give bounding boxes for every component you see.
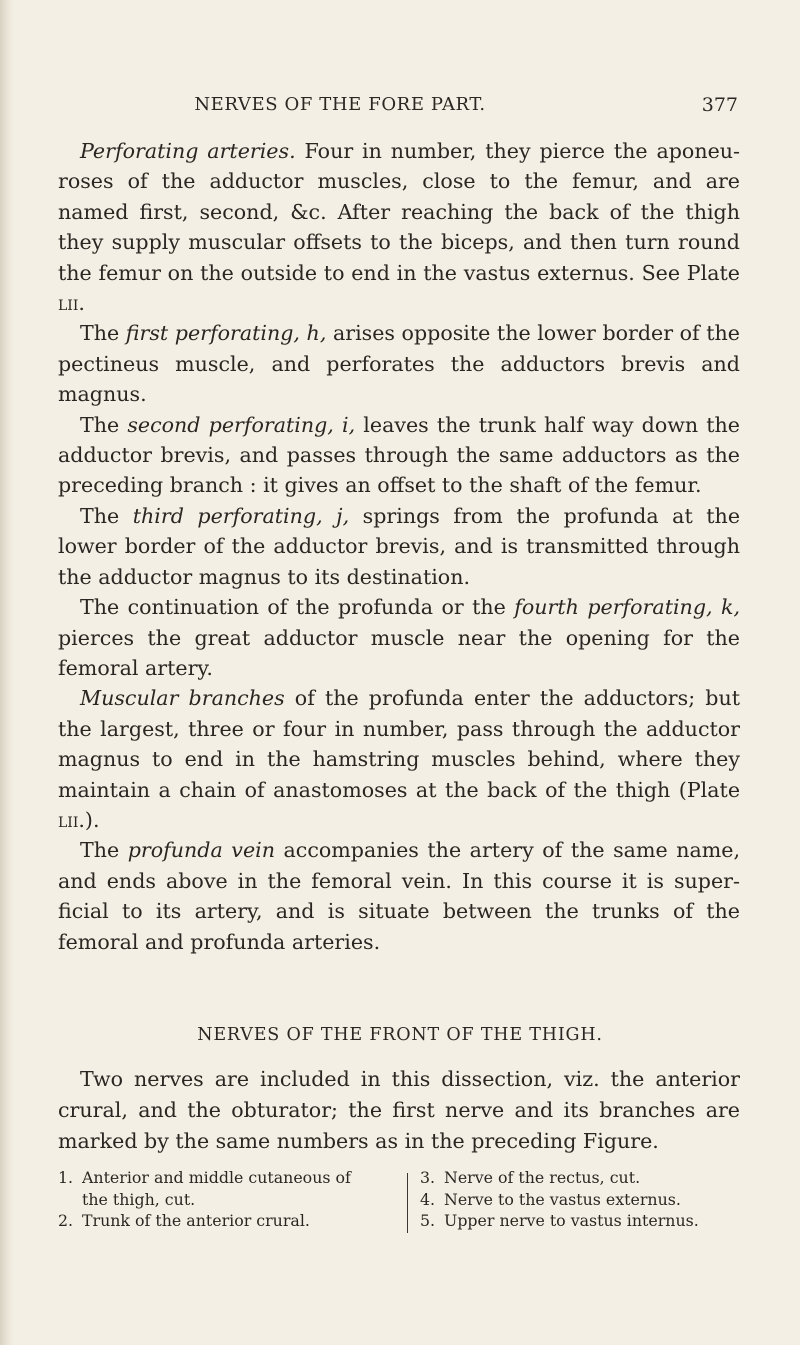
legend-column-left <box>58 1167 358 1232</box>
paragraph-profunda-vein <box>58 835 740 957</box>
paragraph-lead: profunda vein <box>127 838 275 863</box>
legend-text: Nerve of the rectus, cut. <box>444 1168 641 1187</box>
paragraph-pre: The <box>80 412 128 437</box>
paragraph-text: accompanies the artery of the same name, and ends above in the femoral vein. In this course it is superficial to its artery, and is situate between the trunks of the femoral and profunda arteries. <box>58 838 740 954</box>
paragraph-lead: Perforating arteries. <box>80 139 296 163</box>
paragraph-lead: first perforating, h, <box>125 321 327 346</box>
legend-number: 4. <box>420 1189 436 1209</box>
paragraph-fourth-perforating <box>58 592 740 683</box>
paragraph-text: arises opposite the lower border of the pectineus muscle, and perforates the adductors brevis and magnus. <box>58 321 740 407</box>
running-head <box>0 86 800 126</box>
page-number: 377 <box>701 94 738 116</box>
paragraph-lead: Muscular branches <box>80 686 285 711</box>
paragraph-text: of the profunda enter the adductors; but the largest, three or four in number, pass through the adductor magnus to end in the hamstring muscles behind, where they maintain a chain of anastomoses at the back of the thigh (Plate <box>58 686 740 802</box>
section-text <box>58 1064 740 1156</box>
paragraph-lead: third perforating, j, <box>132 503 350 528</box>
paragraph-second-perforating <box>58 410 740 501</box>
legend-text: Anterior and middle cutaneous of the thigh, cut. <box>82 1168 351 1209</box>
paragraph-text: springs from the profunda at the lower border of the adductor brevis, and is transmitted through the adductor magnus to its destination. <box>58 503 741 589</box>
paragraph-lead: fourth perforating, k, <box>514 595 740 620</box>
legend-divider <box>407 1173 408 1233</box>
plate-reference: lii <box>58 807 79 832</box>
paragraph-third-perforating <box>58 501 740 592</box>
legend-number: 5. <box>420 1211 436 1230</box>
body-text <box>58 136 740 957</box>
paragraph-text: leaves the trunk half way down the adductor brevis, and passes through the same adductors as the preceding branch : it gives an offset to the shaft of the femur. <box>58 412 740 498</box>
paragraph-pre: The <box>80 503 133 528</box>
paragraph-tail: .). <box>78 807 100 832</box>
legend-item <box>420 1189 750 1211</box>
paragraph-pre: The <box>80 838 128 863</box>
legend-text: Upper nerve to vastus internus. <box>444 1211 699 1230</box>
legend-number: 3. <box>420 1168 436 1187</box>
legend-item <box>420 1167 750 1189</box>
running-title: NERVES OF THE FORE PART. <box>194 94 486 115</box>
legend-item <box>58 1210 358 1232</box>
section-heading: NERVES OF THE FRONT OF THE THIGH. <box>197 1025 603 1045</box>
paragraph-tail: . <box>78 291 85 316</box>
paragraph-perforating-arteries <box>58 136 740 318</box>
paragraph-first-perforating <box>58 318 740 409</box>
paragraph-text: Four in number, they pierce the aponeuroses of the adductor muscles, close to the femur, and are named first, second, &c. After reaching the back of the thigh they supply muscular offsets to the biceps, and then turn round the femur on the outside to end in the vastus externus. See Plate <box>58 139 741 285</box>
paragraph-pre: The continuation of the profunda or the <box>80 595 515 620</box>
legend-text: Nerve to the vastus externus. <box>444 1189 681 1209</box>
paragraph-pre: The <box>80 321 126 346</box>
paragraph-muscular-branches <box>58 683 740 835</box>
legend-column-right <box>420 1167 750 1232</box>
legend-text: Trunk of the anterior crural. <box>82 1211 310 1230</box>
section-paragraph: Two nerves are included in this dissection, viz. the anterior crural, and the obturator; the first nerve and its branches are marked by the same numbers as in the preceding Figure. <box>58 1067 740 1153</box>
legend-number: 2. <box>58 1211 74 1230</box>
legend-item <box>420 1210 750 1232</box>
plate-reference: lii <box>58 291 79 316</box>
legend-item <box>58 1167 358 1210</box>
paragraph-lead: second perforating, i, <box>127 412 356 437</box>
paragraph-text: pierces the great adductor muscle near the opening for the femoral artery. <box>58 625 740 680</box>
legend-number: 1. <box>58 1168 74 1187</box>
